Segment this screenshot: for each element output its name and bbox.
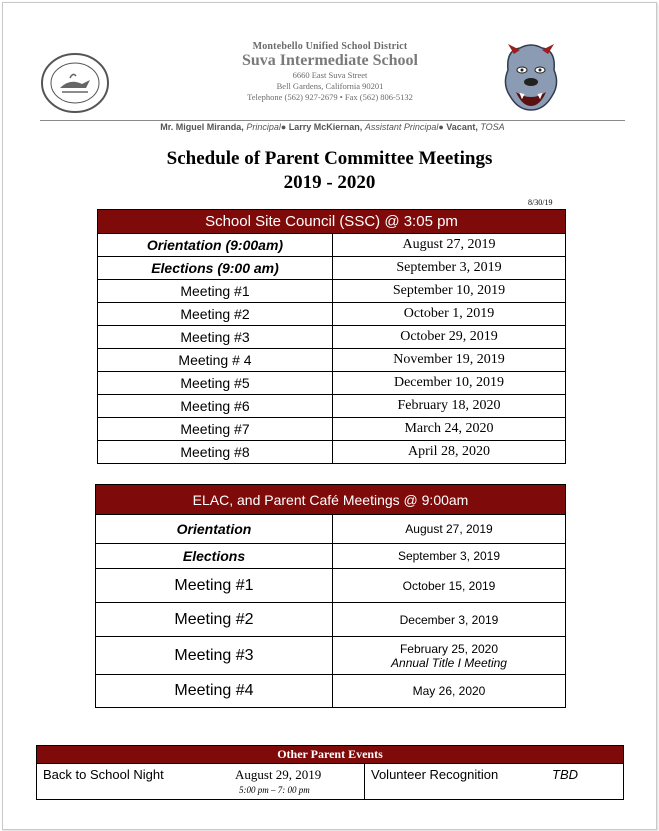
tosa-role: TOSA bbox=[480, 122, 505, 132]
ssc-date: March 24, 2020 bbox=[333, 418, 566, 441]
tosa-name: Vacant, bbox=[446, 122, 478, 132]
ssc-date: April 28, 2020 bbox=[333, 441, 566, 464]
elac-date-cell bbox=[333, 637, 566, 675]
event-name: Volunteer Recognition bbox=[371, 767, 499, 782]
letterhead-divider bbox=[40, 120, 625, 121]
other-events-header bbox=[37, 746, 624, 764]
table-row bbox=[98, 418, 566, 441]
district-name: Montebello Unified School District bbox=[252, 41, 408, 52]
ssc-label: Orientation (9:00am) bbox=[98, 234, 333, 257]
event-date: August 29, 2019 bbox=[235, 767, 322, 782]
elac-date: February 25, 2020 bbox=[399, 641, 499, 656]
table-row bbox=[98, 326, 566, 349]
title-line-2: 2019 - 2020 bbox=[283, 172, 376, 193]
other-events-heading: Other Parent Events bbox=[37, 746, 624, 764]
assistant-principal-name: Larry McKiernan, bbox=[288, 122, 363, 132]
elac-date: August 27, 2019 bbox=[333, 515, 566, 544]
revision-date: 8/30/19 bbox=[528, 198, 553, 207]
ssc-heading: School Site Council (SSC) @ 3:05 pm bbox=[98, 210, 566, 234]
address-line-1: 6660 East Suva Street bbox=[292, 70, 368, 80]
table-row bbox=[98, 234, 566, 257]
table-row bbox=[96, 603, 566, 637]
table-row bbox=[98, 280, 566, 303]
table-row bbox=[96, 675, 566, 708]
elac-schedule-table bbox=[95, 484, 566, 708]
principal-role: Principal bbox=[246, 122, 281, 132]
bulldog-mascot-icon bbox=[500, 40, 562, 116]
other-events-table bbox=[36, 745, 624, 800]
event-cell-2 bbox=[365, 764, 624, 800]
district-seal-icon bbox=[40, 52, 110, 114]
ssc-label: Meeting #6 bbox=[98, 395, 333, 418]
ssc-label: Meeting #3 bbox=[98, 326, 333, 349]
event-cell-1 bbox=[37, 764, 365, 800]
ssc-date: August 27, 2019 bbox=[333, 234, 566, 257]
elac-label: Meeting #1 bbox=[96, 569, 333, 603]
table-row bbox=[96, 569, 566, 603]
table-row bbox=[98, 349, 566, 372]
school-name: Suva Intermediate School bbox=[242, 52, 418, 69]
ssc-label: Meeting #2 bbox=[98, 303, 333, 326]
ssc-date: February 18, 2020 bbox=[333, 395, 566, 418]
table-row bbox=[96, 515, 566, 544]
elac-note: Annual Title I Meeting bbox=[391, 655, 507, 670]
elac-table-header bbox=[96, 485, 566, 515]
ssc-date: October 29, 2019 bbox=[333, 326, 566, 349]
table-row bbox=[37, 764, 624, 800]
table-row bbox=[98, 372, 566, 395]
elac-date: October 15, 2019 bbox=[333, 569, 566, 603]
school-letterhead bbox=[160, 40, 500, 103]
elac-date: December 3, 2019 bbox=[333, 603, 566, 637]
event-name: Back to School Night bbox=[43, 767, 164, 782]
elac-label: Meeting #3 bbox=[96, 637, 333, 675]
ssc-label: Meeting #7 bbox=[98, 418, 333, 441]
ssc-label: Meeting #5 bbox=[98, 372, 333, 395]
elac-heading: ELAC, and Parent Café Meetings @ 9:00am bbox=[96, 485, 566, 515]
elac-date: May 26, 2020 bbox=[333, 675, 566, 708]
ssc-label: Meeting # 4 bbox=[98, 349, 333, 372]
document-title bbox=[0, 147, 659, 195]
address-line-2: Bell Gardens, California 90201 bbox=[276, 81, 384, 91]
ssc-date: November 19, 2019 bbox=[333, 349, 566, 372]
event-time: 5:00 pm – 7: 00 pm bbox=[239, 785, 310, 795]
ssc-label: Meeting #8 bbox=[98, 441, 333, 464]
table-row bbox=[96, 637, 566, 675]
event-date: TBD bbox=[552, 767, 578, 782]
elac-label: Meeting #4 bbox=[96, 675, 333, 708]
principal-name: Mr. Miguel Miranda, bbox=[160, 122, 244, 132]
title-line-1: Schedule of Parent Committee Meetings bbox=[166, 148, 493, 169]
ssc-date: December 10, 2019 bbox=[333, 372, 566, 395]
ssc-date: September 10, 2019 bbox=[333, 280, 566, 303]
elac-label: Elections bbox=[96, 544, 333, 569]
assistant-principal-role: Assistant Principal bbox=[364, 122, 439, 132]
table-row bbox=[98, 257, 566, 280]
elac-date: September 3, 2019 bbox=[333, 544, 566, 569]
staff-line: Mr. Miguel Miranda, Principal● Larry McKiernan, Assistant Principal● Vacant, TOSA bbox=[160, 122, 505, 132]
table-row bbox=[98, 303, 566, 326]
ssc-date: September 3, 2019 bbox=[333, 257, 566, 280]
ssc-label: Meeting #1 bbox=[98, 280, 333, 303]
table-row bbox=[96, 544, 566, 569]
ssc-schedule-table bbox=[97, 209, 566, 464]
ssc-label: Elections (9:00 am) bbox=[98, 257, 333, 280]
elac-label: Meeting #2 bbox=[96, 603, 333, 637]
table-row bbox=[98, 395, 566, 418]
phone-line: Telephone (562) 927-2679 • Fax (562) 806-5132 bbox=[247, 92, 413, 102]
ssc-table-header bbox=[98, 210, 566, 234]
elac-label: Orientation bbox=[96, 515, 333, 544]
table-row bbox=[98, 441, 566, 464]
ssc-date: October 1, 2019 bbox=[333, 303, 566, 326]
